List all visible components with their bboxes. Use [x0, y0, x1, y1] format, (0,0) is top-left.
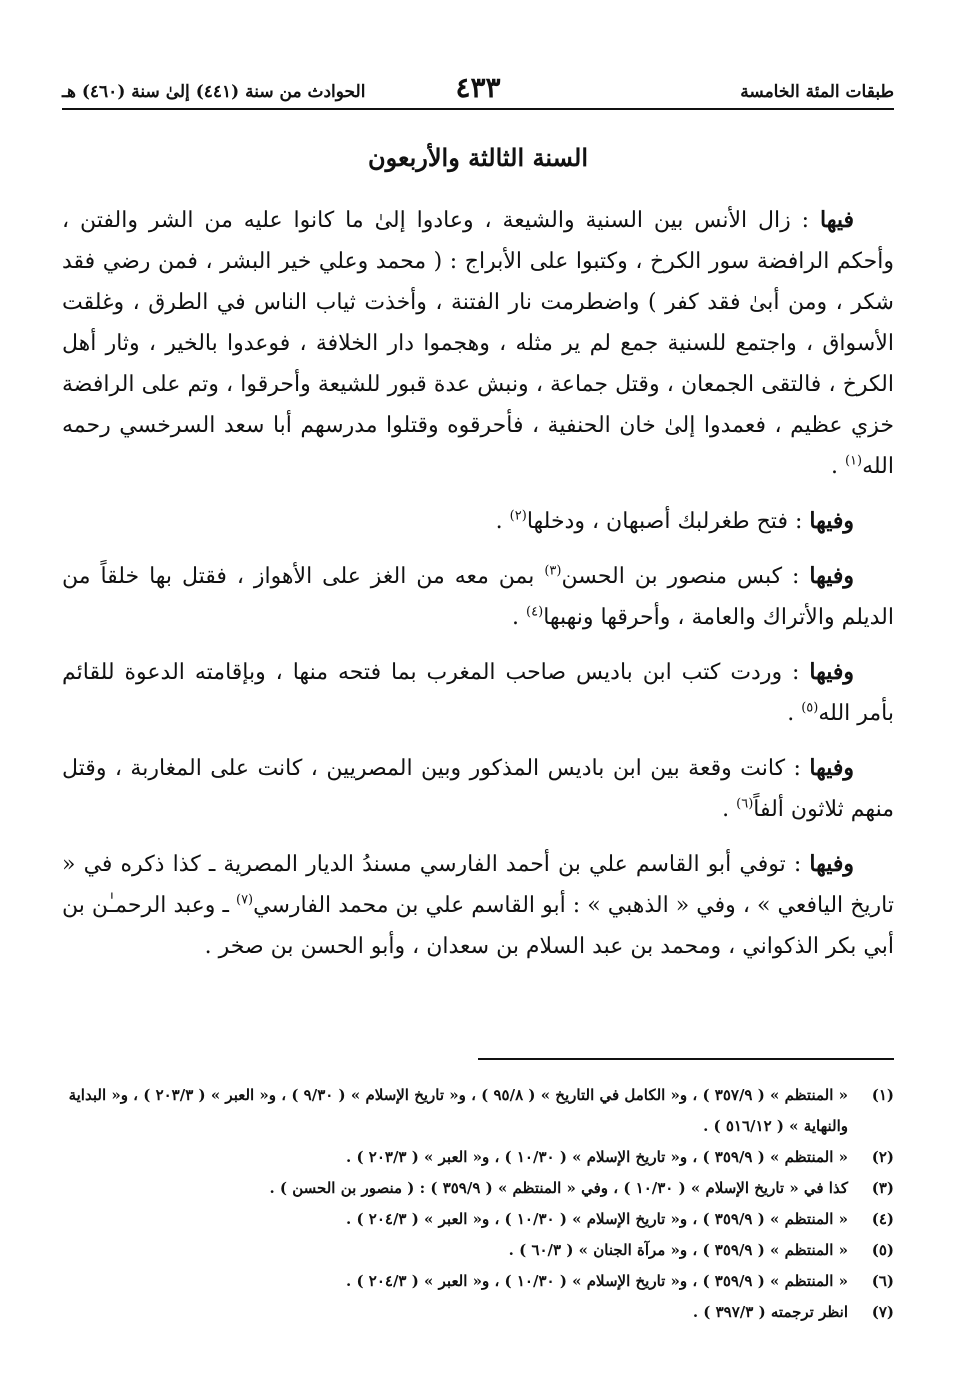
paragraph-text: .	[787, 701, 802, 726]
paragraph-text: .	[495, 509, 510, 534]
paragraph-lead: وفيها	[809, 851, 854, 877]
footnote-ref: (٢)	[509, 508, 527, 524]
paragraph-lead: فيها	[820, 207, 854, 233]
footnote-number: (١)	[871, 1086, 894, 1104]
paragraph-text: ـ وعبد الرحمـٰن بن أبي بكر الذكواني ، ومحمد بن عبد السلام بن سعدان ، وأبو الحسن بن صخر .	[62, 893, 894, 959]
footnotes	[62, 1080, 894, 1328]
footnote	[62, 1173, 894, 1204]
paragraph-text: .	[512, 605, 527, 630]
paragraph-text: .	[830, 454, 845, 479]
running-header	[62, 62, 894, 110]
footnote-text: « المنتظم » ( ٣٥٩/٩ ) ، و« تاريخ الإسلام » ( ١٠/٣٠ ) ، و« العبر » ( ٢٠٤/٣ ) .	[346, 1272, 848, 1290]
footnote-text: كذا في « تاريخ الإسلام » ( ١٠/٣٠ ) ، وفي « المنتظم » ( ٣٥٩/٩ ) : ( منصور بن الحسن ) .	[269, 1179, 848, 1197]
footnote-number: (٢)	[871, 1148, 894, 1166]
footnote	[62, 1266, 894, 1297]
footnote	[62, 1080, 894, 1142]
footnote-text: « المنتظم » ( ٣٥٧/٩ ) ، و« الكامل في التاريخ » ( ٩٥/٨ ) ، و« تاريخ الإسلام » ( ٩/٣٠ ) ، و« العبر » ( ٢٠٣/٣ ) ، و« البداية والنهاية » ( ٥١٦/١٢ ) .	[68, 1086, 848, 1135]
footnote	[62, 1297, 894, 1328]
paragraph-lead: وفيها	[809, 508, 854, 534]
paragraph	[62, 200, 894, 487]
paragraph	[62, 501, 894, 542]
footnote-ref: (١)	[844, 453, 863, 469]
header-section-title: الحوادث من سنة (٤٤١) إلىٰ سنة (٤٦٠) هـ	[62, 82, 366, 102]
footnote-number: (٥)	[871, 1241, 894, 1259]
page-number: ٤٣٣	[455, 71, 501, 104]
paragraph	[62, 748, 894, 830]
footnote-text: « المنتظم » ( ٣٥٩/٩ ) ، و« مرآة الجنان » ( ٦٠/٣ ) .	[508, 1241, 848, 1259]
footnote	[62, 1235, 894, 1266]
paragraph-lead: وفيها	[809, 755, 854, 781]
paragraph-text: : توفي أبو القاسم علي بن أحمد الفارسي مسندُ الديار المصرية ـ كذا ذكره في « تاريخ اليافعي » ، وفي « الذهبي » : أبو القاسم علي بن محمد الفارسي	[62, 852, 894, 918]
footnote-ref: (٣)	[544, 563, 562, 579]
paragraph	[62, 652, 894, 734]
paragraph	[62, 556, 894, 638]
section-title: السنة الثالثة والأربعون	[368, 143, 588, 172]
footnote-number: (٦)	[871, 1272, 894, 1290]
footnote-text: انظر ترجمته ( ٣٩٧/٣ ) .	[692, 1303, 848, 1321]
paragraph-text: بمن معه من الغز على الأهواز ، فقتل بها خلقاً من الديلم والأتراك والعامة ، وأحرقها ونهبها	[62, 564, 894, 630]
paragraph-text: : وردت كتب ابن باديس صاحب المغرب بما فتحه منها ، وبإقامته الدعوة للقائم بأمر الله	[62, 660, 894, 726]
footnote-ref: (٥)	[801, 700, 819, 716]
footnote-text: « المنتظم » ( ٣٥٩/٩ ) ، و« تاريخ الإسلام » ( ١٠/٣٠ ) ، و« العبر » ( ٢٠٤/٣ ) .	[346, 1210, 848, 1228]
footnote-divider	[478, 1058, 894, 1060]
paragraph-text: : فتح طغرلبك أصبهان ، ودخلها	[526, 509, 810, 534]
paragraph-text: : كانت وقعة بين ابن باديس المذكور وبين المصريين ، كانت على المغاربة ، وقتل منهم ثلاثون ألفاً	[62, 756, 894, 822]
footnote-number: (٤)	[871, 1210, 894, 1228]
header-book-title: طبقات المئة الخامسة	[740, 82, 894, 102]
footnote-ref: (٤)	[526, 604, 544, 620]
footnote	[62, 1142, 894, 1173]
paragraph-lead: وفيها	[809, 659, 854, 685]
footnote-text: « المنتظم » ( ٣٥٩/٩ ) ، و« تاريخ الإسلام » ( ١٠/٣٠ ) ، و« العبر » ( ٢٠٣/٣ ) .	[346, 1148, 848, 1166]
footnote-number: (٣)	[871, 1179, 894, 1197]
paragraph-text: : زال الأنس بين السنية والشيعة ، وعادوا إلىٰ ما كانوا عليه من الشر والفتن ، وأحكم الرافضة سور الكرخ ، وكتبوا على الأبراج : ( محمد وعلي خير البشر ، فمن رضي فقد شكر ، ومن أبىٰ فقد كفر ) واضطرمت نار الفتنة ، وأخذت ثياب الناس في الطرق ، وغلقت الأسواق ، واجتمع للسنية جمع لم ير مثله ، وهجموا دار الخلافة ، فوعدوا بالخير ، وثار أهل الكرخ ، فالتقى الجمعان ، وقتل جماعة ، ونبش عدة قبور للشيعة وأحرقوا ، وتم على الرافضة خزي عظيم ، فعمدوا إلىٰ خان الحنفية ، فأحرقوه وقتلوا مدرسهم أبا سعد السرخسي رحمه الله	[62, 208, 894, 479]
paragraph	[62, 844, 894, 967]
paragraph-lead: وفيها	[809, 563, 854, 589]
main-text	[62, 200, 894, 981]
footnote-ref: (٦)	[736, 796, 754, 812]
paragraph-text: : كبس منصور بن الحسن	[561, 564, 810, 589]
footnote-number: (٧)	[871, 1303, 894, 1321]
footnote-ref: (٧)	[235, 892, 254, 908]
paragraph-text: .	[722, 797, 737, 822]
footnote	[62, 1204, 894, 1235]
